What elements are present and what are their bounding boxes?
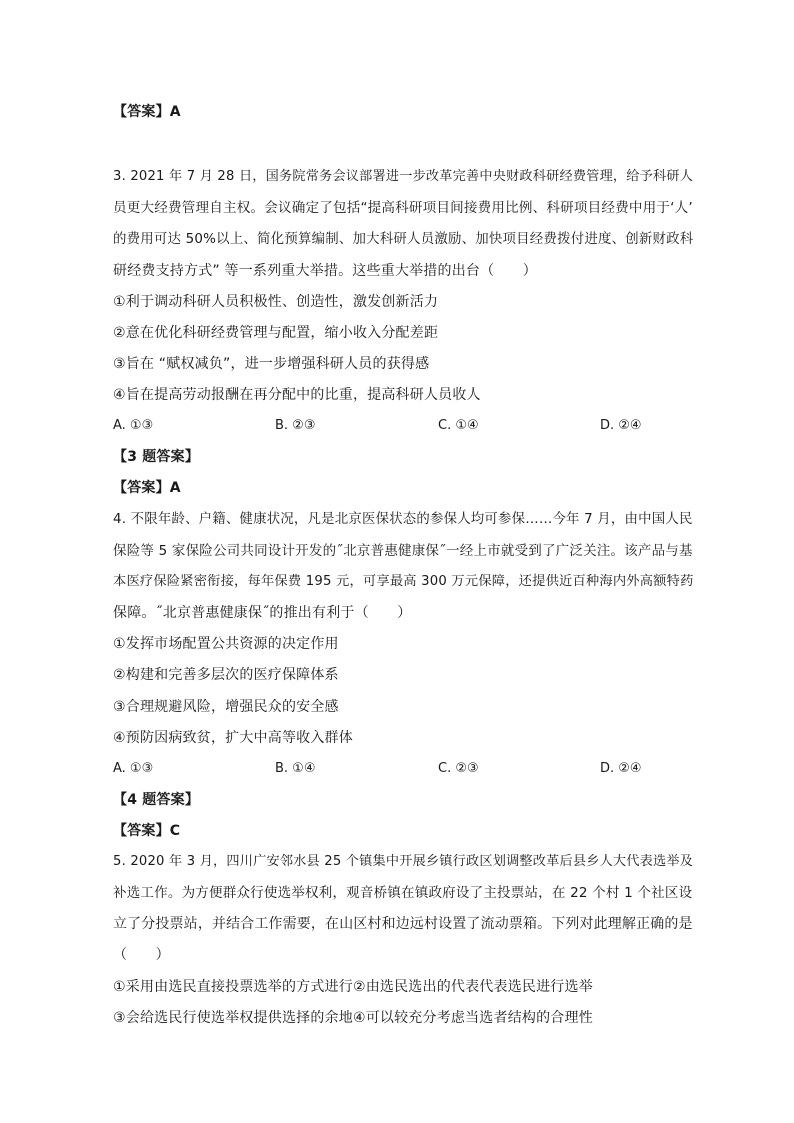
q5-line-2: 补选工作。为方便群众行使选举权利，观音桥镇在镇政府设了主投票站，在 22 个村 1 个社区设 [113,885,693,901]
q3-line-2: 员更大经费管理自主权。会议确定了包括“提高科研项目间接费用比例、科研项目经费中用于‘人’ [113,200,693,216]
q3-item-2: ②意在优化科研经费管理与配置，缩小收入分配差距 [113,325,439,341]
q4-line-1: 4. 不限年龄、户籍、健康状况，凡是北京医保状态的参保人均可参保……今年 7 月，由中国人民 [113,512,693,527]
q5-line-3: 立了分投票站，并结合工作需要，在山区村和边远村设置了流动票箱。下列对此理解正确的是 [113,916,693,932]
q3-line-4: 研经费支持方式” 等一系列重大举措。这些重大举措的出台（ ） [113,263,537,279]
q3-section-heading: 【3 题答案】 [113,449,200,465]
q5-line-1: 5. 2020 年 3 月，四川广安邻水县 25 个镇集中开展乡镇行政区划调整改革后县乡人大代表选举及 [113,854,694,869]
q5-item-1: ①采用由选民直接投票选举的方式进行②由选民选出的代表代表选民进行选举 [113,979,593,995]
q3-answer: 【答案】A [113,480,181,496]
q4-option-c: C. ②③ [438,761,479,776]
q3-line-3: 的费用可达 50%以上、简化预算编制、加大科研人员激励、加快项目经费拨付进度、创新财政科 [113,232,694,247]
q4-item-1: ①发挥市场配置公共资源的决定作用 [113,636,339,652]
q3-option-b: B. ②③ [275,418,316,433]
q3-option-a: A. ①③ [113,418,154,433]
q4-line-3: 本医疗保险紧密衔接，每年保费 195 元，可享最高 300 万元保障，还提供近百种海内外高额特药 [113,574,694,589]
q3-option-d: D. ②④ [600,418,642,433]
q4-option-b: B. ①④ [275,761,316,776]
q4-option-d: D. ②④ [600,761,642,776]
q4-line-4: 保障。˝北京普惠健康保˝的推出有利于（ ） [113,605,412,621]
q3-option-c: C. ①④ [438,418,479,433]
q3-item-4: ④旨在提高劳动报酬在再分配中的比重，提高科研人员收人 [113,387,481,403]
q4-item-4: ④预防因病致贫，扩大中高等收入群体 [113,730,353,746]
q4-item-2: ②构建和完善多层次的医疗保障体系 [113,667,339,683]
q4-section-heading: 【4 题答案】 [113,792,200,808]
q3-line-1: 3. 2021 年 7 月 28 日，国务院常务会议部署进一步改革完善中央财政科研经费管理，给予科研人 [113,169,694,184]
q3-item-3: ③旨在 “赋权减负”，进一步增强科研人员的获得感 [113,356,430,372]
answer-top: 【答案】A [113,104,181,120]
q5-item-2: ③会给选民行使选举权提供选择的余地④可以较充分考虑当选者结构的合理性 [113,1010,593,1026]
q4-answer: 【答案】C [113,823,181,839]
q4-option-a: A. ①③ [113,761,154,776]
q4-line-2: 保险等 5 家保险公司共同设计开发的˝北京普惠健康保˝一经上市就受到了广泛关注。该产品与基 [113,543,693,559]
q3-item-1: ①利于调动科研人员积极性、创造性，激发创新活力 [113,294,439,310]
q4-item-3: ③合理规避风险，增强民众的安全感 [113,699,339,715]
q5-line-4: （ ） [113,947,170,963]
